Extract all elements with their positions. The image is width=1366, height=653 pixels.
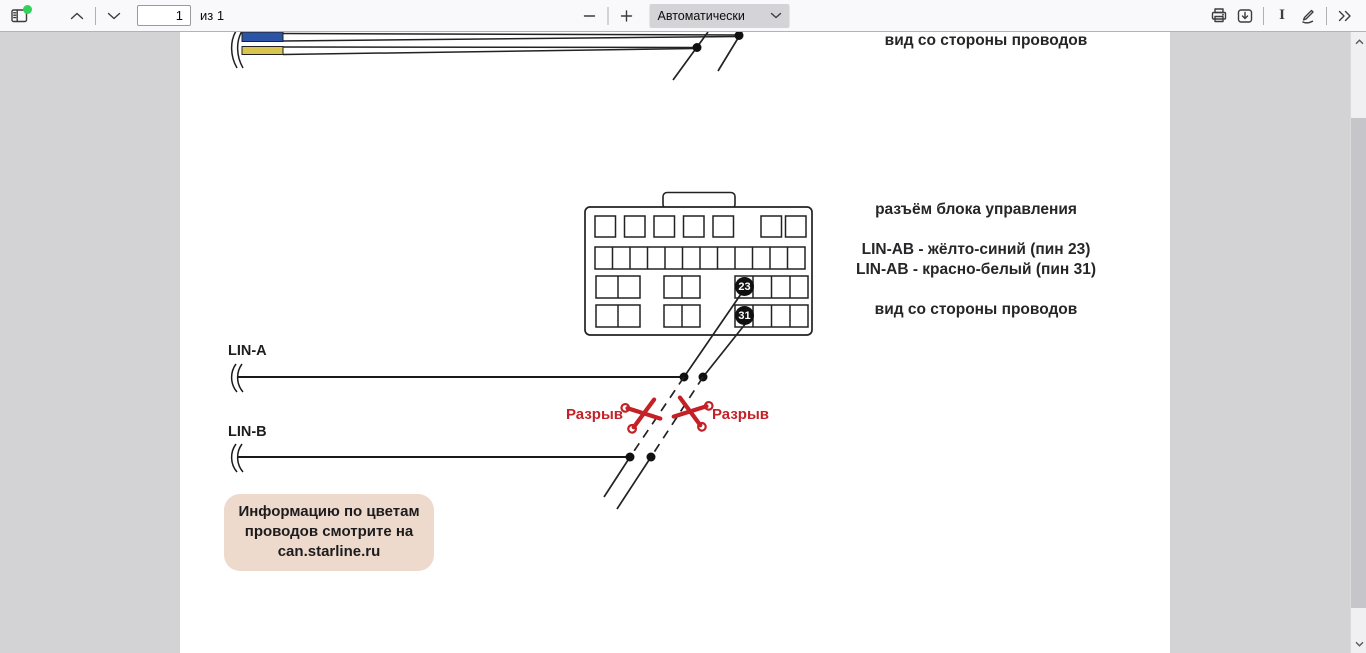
toolbar-separator — [1263, 7, 1264, 25]
previous-page-button[interactable] — [64, 3, 90, 29]
cut-label-left: Разрыв — [566, 406, 623, 423]
chevron-down-icon — [771, 12, 782, 19]
toolbar-right-group — [1206, 3, 1366, 29]
info-box — [224, 494, 434, 571]
info-box-line: can.starline.ru — [277, 543, 381, 560]
top-wires — [283, 34, 739, 55]
info-box-line: проводов смотрите на — [244, 523, 414, 540]
text-selection-tool-button[interactable] — [1269, 3, 1295, 29]
draw-icon — [1300, 7, 1317, 24]
print-button[interactable] — [1206, 3, 1232, 29]
pin23-label: LIN-AB - жёлто-синий (пин 23) — [861, 241, 1091, 258]
junction-dot — [647, 453, 656, 462]
connector-view-note: вид со стороны проводов — [874, 301, 1078, 318]
sidebar-toggle-button[interactable] — [6, 3, 32, 29]
save-button[interactable] — [1232, 3, 1258, 29]
pin31-label: LIN-AB - красно-белый (пин 31) — [856, 261, 1096, 278]
info-box-line: Информацию по цветам — [238, 503, 420, 520]
zoom-out-icon — [584, 10, 596, 22]
lower-junction-diagonals — [604, 457, 651, 509]
toolbar-left-group — [0, 3, 224, 29]
blue-wire-end — [242, 32, 283, 42]
toolbar-separator — [95, 7, 96, 25]
junction-dot — [693, 43, 702, 52]
more-tools-button[interactable] — [1332, 3, 1358, 29]
zoom-out-button[interactable] — [577, 3, 603, 29]
connector-diagram — [585, 193, 812, 336]
pdf-toolbar — [0, 0, 1366, 32]
printer-icon — [1211, 8, 1227, 23]
scissors-icon — [672, 393, 713, 432]
scrollbar-thumb[interactable] — [1351, 118, 1366, 608]
top-junction-diagonals — [673, 32, 743, 80]
lin-a-wire — [232, 364, 684, 392]
zoom-level-select[interactable] — [650, 4, 790, 28]
toolbar-separator — [608, 7, 609, 25]
next-page-button[interactable] — [101, 3, 127, 29]
yellow-wire-end — [242, 47, 283, 55]
scroll-down-button[interactable] — [1351, 636, 1366, 651]
draw-tool-button[interactable] — [1295, 3, 1321, 29]
top-wire-break-marks — [232, 32, 243, 68]
zoom-in-button[interactable] — [614, 3, 640, 29]
chevron-down-icon — [1355, 641, 1364, 647]
scissors-icon — [620, 395, 661, 434]
zoom-level-value: Автоматически — [657, 8, 745, 23]
text-selection-icon: I — [1279, 7, 1285, 23]
page-number-input[interactable] — [137, 5, 191, 26]
vertical-scrollbar[interactable] — [1350, 32, 1366, 653]
lin-b-wire — [232, 444, 630, 472]
scroll-up-button[interactable] — [1351, 34, 1366, 49]
zoom-in-icon — [621, 10, 633, 22]
notification-dot — [23, 5, 32, 14]
pin-23-badge: 23 — [735, 277, 754, 296]
chevron-up-icon — [70, 12, 84, 20]
pin-31-badge: 31 — [735, 306, 754, 325]
document-viewport — [0, 32, 1366, 653]
toolbar-zoom-group — [577, 0, 790, 32]
junction-dot — [626, 453, 635, 462]
pdf-page — [180, 32, 1170, 653]
lin-b-label: LIN-B — [228, 424, 267, 440]
chevron-up-icon — [1355, 39, 1364, 45]
lin-a-label: LIN-A — [228, 343, 267, 359]
junction-dot — [735, 32, 744, 40]
connector-title: разъём блока управления — [875, 201, 1077, 218]
more-tools-icon — [1337, 9, 1353, 23]
toolbar-separator — [1326, 7, 1327, 25]
chevron-down-icon — [107, 12, 121, 20]
page-count-label: из 1 — [200, 8, 225, 23]
save-icon — [1237, 8, 1253, 24]
cut-label-right: Разрыв — [712, 406, 769, 423]
top-view-note: вид со стороны проводов — [884, 32, 1088, 49]
